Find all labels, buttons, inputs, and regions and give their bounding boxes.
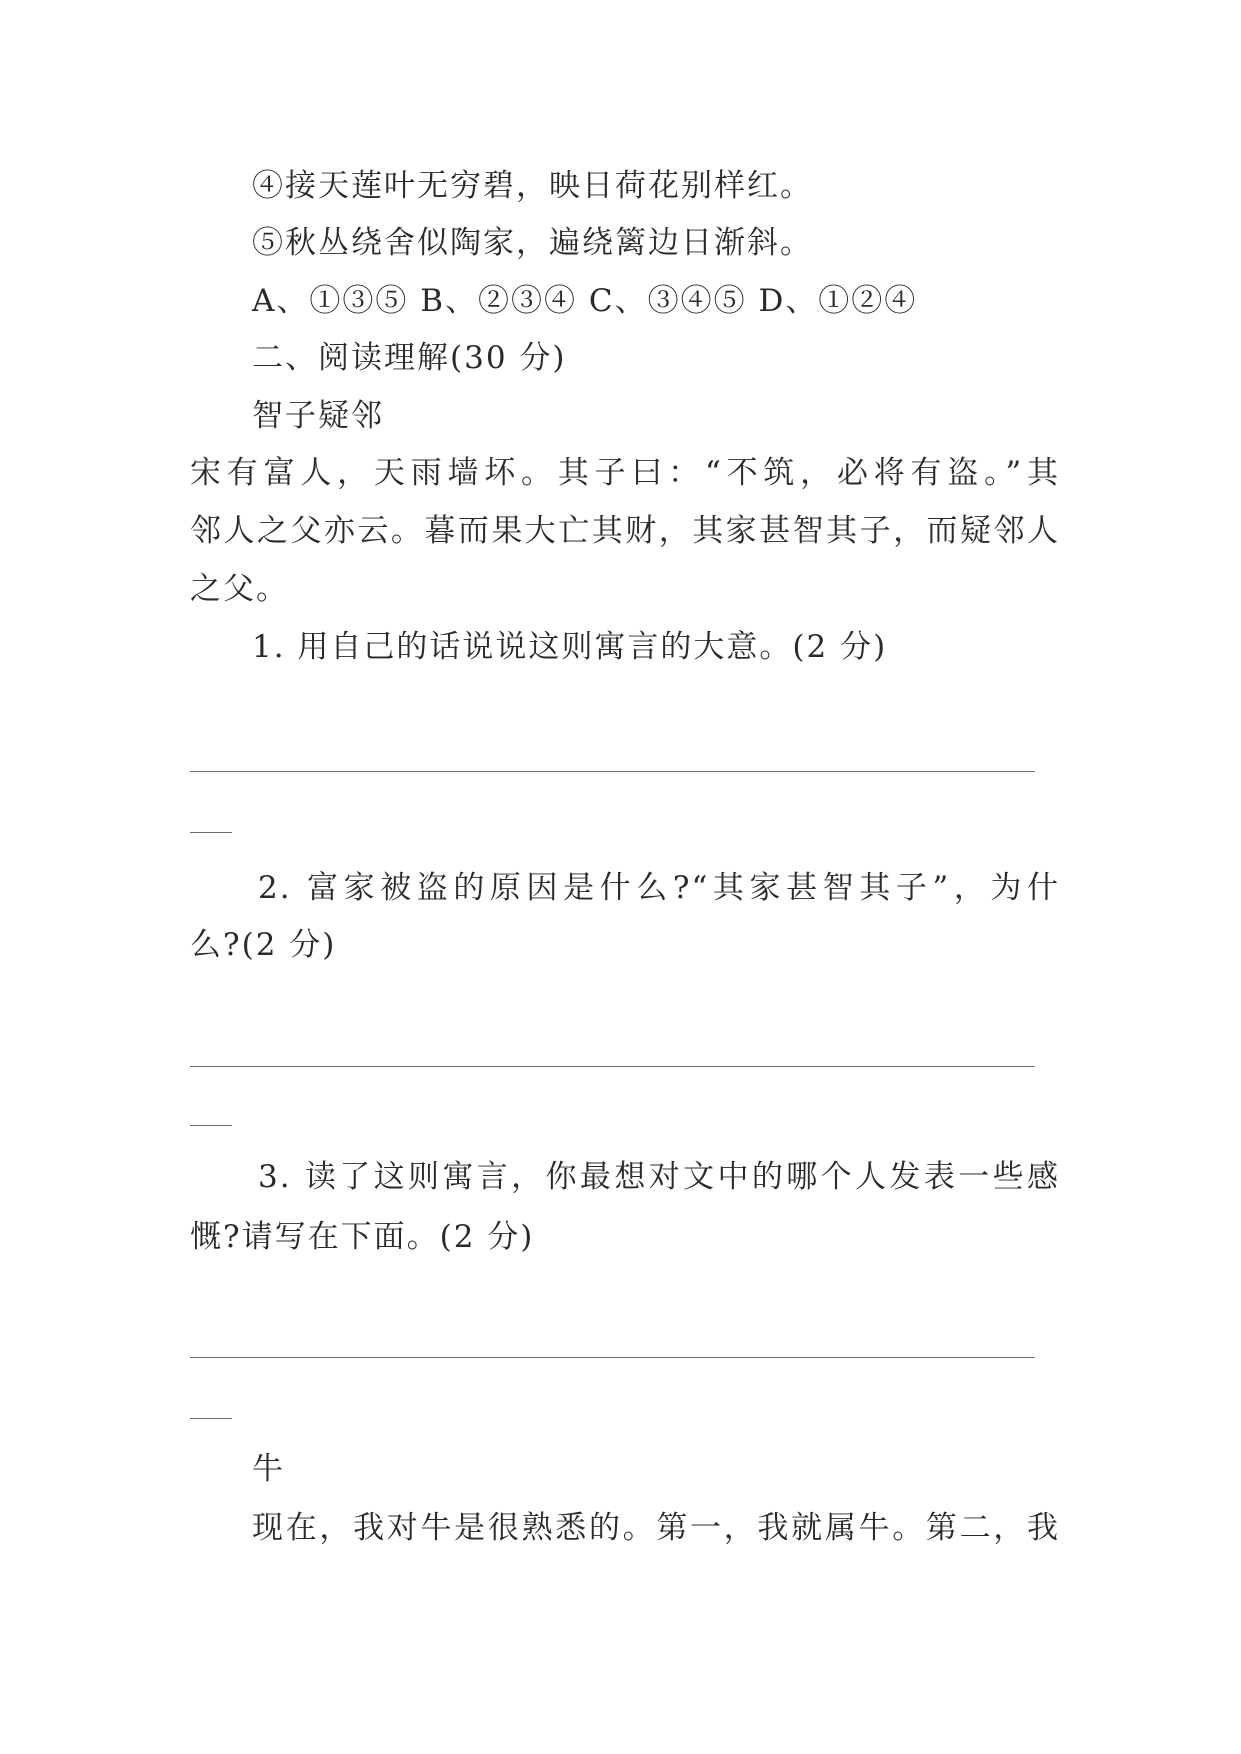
passage-line-1: 宋有富人，天雨墙坏。其子曰：“不筑，必将有盗。”其 bbox=[190, 455, 1060, 491]
answer-options: A、①③⑤ B、②③④ C、③④⑤ D、①②④ bbox=[252, 283, 918, 319]
answer-line bbox=[190, 1066, 1035, 1067]
answer-line-tail bbox=[190, 832, 232, 833]
passage-2-line-1: 现在，我对牛是很熟悉的。第一，我就属牛。第二，我 bbox=[252, 1510, 1060, 1546]
passage-line-2: 邻人之父亦云。暮而果大亡其财，其家甚智其子，而疑邻人 bbox=[190, 513, 1060, 549]
question-2-cont: 么?(2 分) bbox=[190, 927, 337, 963]
answer-line-tail bbox=[190, 1125, 232, 1126]
section-heading: 二、阅读理解(30 分) bbox=[252, 340, 567, 376]
question-1: 1. 用自己的话说说这则寓言的大意。(2 分) bbox=[252, 629, 888, 665]
answer-line-tail bbox=[190, 1418, 232, 1419]
question-3-cont: 慨?请写在下面。(2 分) bbox=[190, 1219, 535, 1255]
answer-line bbox=[190, 1357, 1035, 1358]
passage-line-3: 之父。 bbox=[190, 571, 289, 607]
passage-2-title: 牛 bbox=[252, 1451, 285, 1487]
answer-line bbox=[190, 771, 1035, 772]
poem-line-5: ⑤秋丛绕舍似陶家，遍绕篱边日渐斜。 bbox=[252, 225, 813, 261]
question-3: 3. 读了这则寓言，你最想对文中的哪个人发表一些感 bbox=[258, 1159, 1060, 1195]
question-2: 2. 富家被盗的原因是什么?“其家甚智其子”，为什 bbox=[258, 870, 1060, 906]
poem-line-4: ④接天莲叶无穷碧，映日荷花别样红。 bbox=[252, 168, 813, 204]
passage-title: 智子疑邻 bbox=[252, 398, 384, 434]
